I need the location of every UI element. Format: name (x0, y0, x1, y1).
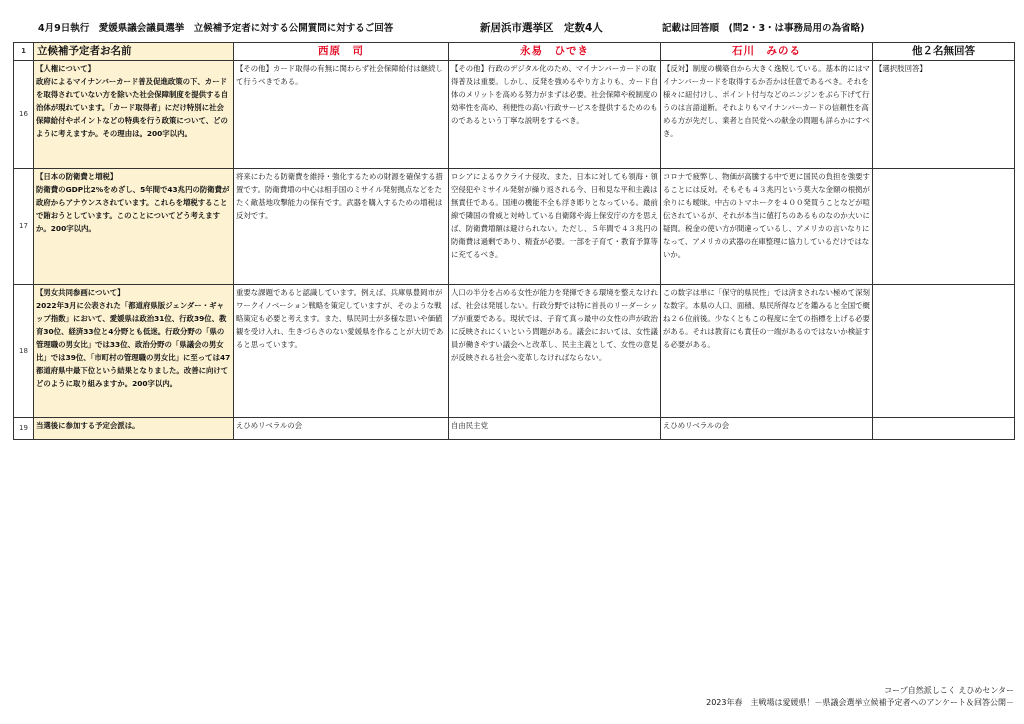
question-cell: 当選後に参加する予定会派は。 (34, 418, 234, 440)
row-number: 19 (14, 418, 34, 440)
row-number: 16 (14, 61, 34, 169)
answer-cell: えひめリベラルの会 (234, 418, 449, 440)
answer-cell (873, 285, 1015, 418)
answer-cell: 【反対】制度の構築自から大きく逸脱している。基本的にはマイナンバーカードを取得するか否かは任意であるべき。それを様々に紐付けし、ポイント付与などのニンジンをぶら下げて行うのは言語道断。それよりもマイナンバーカードの信頼性を高める方が先だし、業者と自民党への献金の問題も詳らかにすべき。 (661, 61, 873, 169)
answer-cell: コロナで疲弊し、物価が高騰する中で更に国民の負担を強要することには反対。そもそも４３兆円という莫大な金額の根拠が余りにも曖昧。中古のトマホークを４００発買うことなどが喧伝されているが、それが本当に値打ちのあるものなのか大いに疑問。税金の使い方が間違っているし、アメリカの言いなりになって、アメリカの武器の在庫整理に協力しているだけではないか。 (661, 169, 873, 285)
answer-cell (873, 169, 1015, 285)
answer-cell: 将来にわたる防衛費を維持・強化するための財源を確保する措置です。防衛費増の中心は相手国のミサイル発射拠点などをたたく敵基地攻撃能力の保有です。武器を購入するための増税は反対です。 (234, 169, 449, 285)
candidate-name: 西原 司 (234, 43, 449, 61)
document-title: 4月9日執行 愛媛県議会議員選挙 立候補予定者に対する公開質問に対するご回答 (38, 23, 394, 34)
table-header-row (14, 43, 1015, 61)
table-row (14, 61, 1015, 169)
campaign-title: 2023年春 主戦場は愛媛県！－県議会選挙立候補予定者へのアンケート＆回答公開－ (706, 698, 1014, 707)
survey-table (13, 42, 1015, 440)
answer-cell: 【その他】行政のデジタル化のため、マイナンバーカードの取得普及は重要。しかし、反発を強めるやり方よりも、カード自体のメリットを高める努力がまずは必要。社会保障や税制度の効率性を高め、利便性の高い行政サービスを提供するためのものであるという丁寧な説明をするべき。 (449, 61, 661, 169)
row-number: 1 (14, 43, 34, 61)
answer-cell: ロシアによるウクライナ侵攻、また、日本に対しても領海・領空侵犯やミサイル発射が繰り返される今、日和見な平和主義は無責任である。国連の機能不全も浮き彫りとなっている。最前線で隣国の脅威と対峙している自衛隊や海上保安庁の方を思えば、防衛費増額は避けられない。ただし、５年間で４３兆円の防衛費は過剰であり、精査が必要。一部を子育て・教育予算等に充てるべき。 (449, 169, 661, 285)
answer-cell: 【その他】カード取得の有無に関わらず社会保障給付は継続して行うべきである。 (234, 61, 449, 169)
question-cell: 【日本の防衛費と増税】 防衛費のGDP比2%をめざし、5年間で43兆円の防衛費が政府からアナウンスされています。これらを増税することで賄おうとしています。このことについてどう考えますか。200字以内。 (34, 169, 234, 285)
answer-cell: 人口の半分を占める女性が能力を発揮できる環境を整えなければ、社会は発展しない。行政分野では特に首長のリーダーシップが重要である。現状では、子育て真っ最中の女性の声が政治に反映されにくいという問題がある。議会においては、女性議員が働きやすい議会へと改革し、民主主義として、女性の意見が反映される社会へ変革しなければならない。 (449, 285, 661, 418)
candidate-name: 石川 みのる (661, 43, 873, 61)
table-row (14, 169, 1015, 285)
table-row (14, 418, 1015, 440)
question-column-header: 立候補予定者お名前 (34, 43, 234, 61)
answer-cell: えひめリベラルの会 (661, 418, 873, 440)
district-title: 新居浜市選挙区 定数4人 (480, 22, 603, 34)
question-cell: 【男女共同参画について】 2022年3月に公表された「都道府県版ジェンダー・ギャップ指数」において、愛媛県は政治31位、行政39位、教育30位、経済33位と4分野とも低迷。行政分野の「県の管理職の男女比」では33位、政治分野の「県議会の男女比」では39位、「市町村の管理職の男女比」に至っては47都道府県中最下位という結果となりました。改善に向けてどのように取り組みますか。200字以内。 (34, 285, 234, 418)
order-note: 記載は回答順 (問2・3・は事務局用の為省略) (662, 23, 865, 34)
answer-cell: 自由民主党 (449, 418, 661, 440)
answer-cell: この数字は単に「保守的県民性」では済まされない極めて深刻な数字。本県の人口、面積、県民所得などを鑑みると全国で概ね２６位前後。少なくともこの程度に全ての指標を上げる必要がある。それは教育にも責任の一端があるのではないか検証する必要がある。 (661, 285, 873, 418)
candidate-name: 永易 ひでき (449, 43, 661, 61)
row-number: 18 (14, 285, 34, 418)
row-number: 17 (14, 169, 34, 285)
no-response-header: 他２名無回答 (873, 43, 1015, 61)
organization-name: コープ自然派しこく えひめセンター (884, 686, 1014, 695)
question-cell: 【人権について】 政府によるマイナンバーカード普及促進政策の下、カードを取得されていない方を除いた社会保障制度を提供する自治体が現れています。「カード取得者」にだけ特別に社会保障給付やポイントなどの特典を行う政策について、どのように考えますか。その理由は。200字以内。 (34, 61, 234, 169)
answer-cell: 重要な課題であると認識しています。例えば、兵庫県豊岡市がワークイノベーション戦略を策定していますが、そのような戦略策定も必要と考えます。また、県民同士が多様な思いや価値観を受け入れ、生きづらさのない愛媛県を作ることが大切であると思っています。 (234, 285, 449, 418)
answer-cell: 【選択肢回答】 (873, 61, 1015, 169)
answer-cell (873, 418, 1015, 440)
table-row (14, 285, 1015, 418)
